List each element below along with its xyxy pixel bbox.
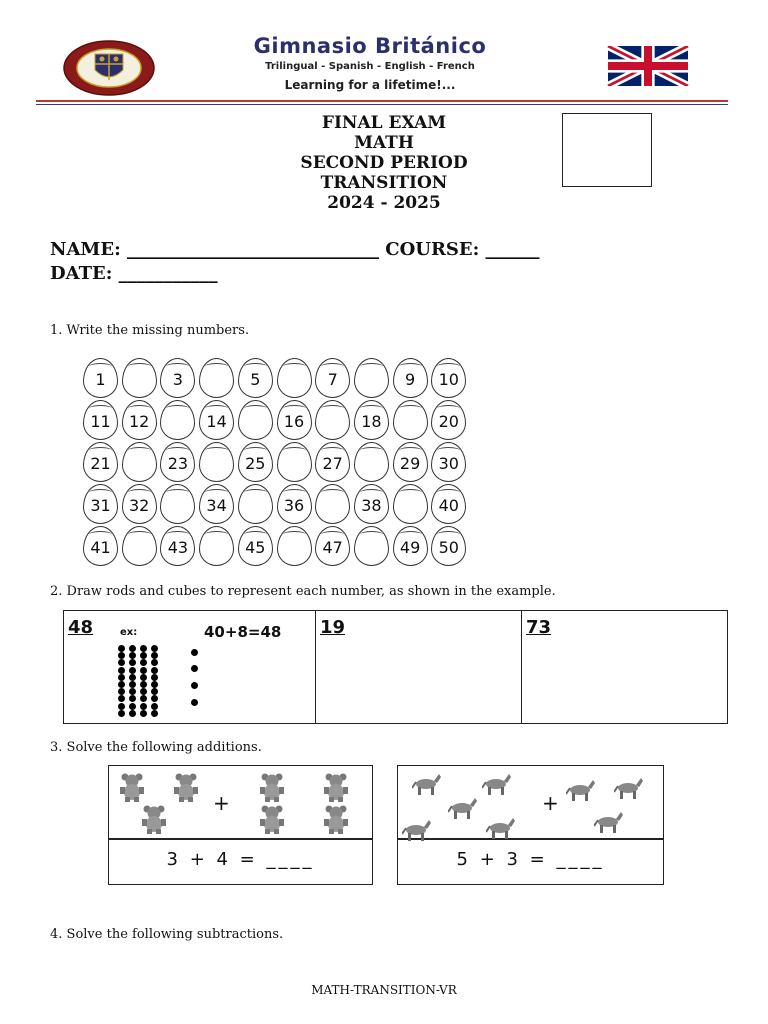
egg-number: 5 — [238, 358, 273, 398]
rod-cube — [140, 688, 147, 695]
rod-cube — [118, 667, 125, 674]
rod-cube — [118, 703, 125, 710]
rod-cube — [151, 681, 158, 688]
rod-cube — [129, 695, 136, 702]
egg-number: 25 — [238, 442, 273, 482]
rod-cube — [118, 659, 125, 666]
egg-number: 38 — [354, 484, 389, 524]
rod-cube — [140, 645, 147, 652]
egg-number: 23 — [160, 442, 195, 482]
addition-box-horses[interactable] — [397, 765, 664, 885]
question-2-text: 2. Draw rods and cubes to represent each number, as shown in the example. — [50, 584, 556, 599]
title-line-5: 2024 - 2025 — [327, 193, 441, 213]
rods-cell-3[interactable] — [521, 610, 728, 724]
egg-blank[interactable] — [160, 484, 195, 524]
rod-cube — [151, 695, 158, 702]
rod-cube — [151, 667, 158, 674]
egg-number: 36 — [277, 484, 312, 524]
egg-blank[interactable] — [160, 400, 195, 440]
egg-number: 11 — [83, 400, 118, 440]
rod-cube — [140, 710, 147, 717]
egg-number: 29 — [393, 442, 428, 482]
name-course-field[interactable]: NAME: ____________________________ COURSE: ______ — [50, 239, 540, 260]
rods-cell-example[interactable] — [63, 610, 316, 724]
rod-cube — [129, 703, 136, 710]
egg-blank[interactable] — [354, 442, 389, 482]
grade-box[interactable] — [562, 113, 652, 187]
egg-number: 43 — [160, 526, 195, 566]
rod-cube — [140, 681, 147, 688]
header-rule-red — [36, 100, 728, 102]
egg-blank[interactable] — [315, 484, 350, 524]
egg-blank[interactable] — [122, 358, 157, 398]
rods-cell-number: 73 — [526, 617, 552, 638]
example-equation: 40+8=48 — [204, 623, 282, 641]
rod-cube — [151, 645, 158, 652]
unit-cube — [191, 682, 198, 689]
egg-blank[interactable] — [393, 400, 428, 440]
rods-cell-2[interactable] — [315, 610, 522, 724]
egg-blank[interactable] — [354, 358, 389, 398]
rod-cube — [118, 688, 125, 695]
rod-cube — [129, 659, 136, 666]
unit-cube — [191, 699, 198, 706]
title-line-4: TRANSITION — [320, 173, 448, 193]
unit-cube — [191, 649, 198, 656]
egg-number: 49 — [393, 526, 428, 566]
rod-cube — [129, 652, 136, 659]
egg-blank[interactable] — [315, 400, 350, 440]
exam-title — [234, 113, 534, 213]
egg-number: 34 — [199, 484, 234, 524]
rod-cube — [118, 695, 125, 702]
question-3-text: 3. Solve the following additions. — [50, 740, 262, 755]
rod-cube — [140, 652, 147, 659]
egg-number: 21 — [83, 442, 118, 482]
egg-number: 12 — [122, 400, 157, 440]
rod-cube — [118, 674, 125, 681]
question-1-text: 1. Write the missing numbers. — [50, 323, 250, 338]
addition-divider — [109, 838, 372, 840]
addition-box-bears[interactable] — [108, 765, 373, 885]
header-rule-blue — [36, 104, 728, 105]
school-crest-logo — [62, 40, 156, 96]
egg-number: 27 — [315, 442, 350, 482]
egg-number: 7 — [315, 358, 350, 398]
egg-number: 10 — [431, 358, 466, 398]
question-4-text: 4. Solve the following subtractions. — [50, 927, 284, 942]
example-label: ex: — [120, 627, 138, 638]
egg-blank[interactable] — [238, 484, 273, 524]
school-motto: Learning for a lifetime!... — [284, 78, 456, 92]
date-field[interactable]: DATE: ___________ — [50, 263, 218, 284]
egg-number: 31 — [83, 484, 118, 524]
unit-cube — [191, 665, 198, 672]
rod-cube — [129, 667, 136, 674]
egg-blank[interactable] — [277, 358, 312, 398]
rod-cube — [151, 703, 158, 710]
rods-cell-number: 48 — [68, 617, 94, 638]
egg-number: 30 — [431, 442, 466, 482]
egg-number: 16 — [277, 400, 312, 440]
rod-cube — [151, 710, 158, 717]
rods-cell-number: 19 — [320, 617, 346, 638]
egg-number: 9 — [393, 358, 428, 398]
rod-cube — [140, 695, 147, 702]
rods-cubes-table — [63, 610, 728, 724]
rod-cube — [129, 674, 136, 681]
egg-number: 40 — [431, 484, 466, 524]
title-line-2: MATH — [354, 133, 414, 153]
egg-blank[interactable] — [238, 400, 273, 440]
rod-cube — [140, 667, 147, 674]
addition-divider — [398, 838, 663, 840]
egg-blank[interactable] — [122, 442, 157, 482]
egg-blank[interactable] — [122, 526, 157, 566]
egg-number: 50 — [431, 526, 466, 566]
rod-cube — [140, 703, 147, 710]
rod-cube — [140, 674, 147, 681]
egg-blank[interactable] — [393, 484, 428, 524]
rod-cube — [151, 688, 158, 695]
egg-number: 47 — [315, 526, 350, 566]
rod-cube — [129, 688, 136, 695]
plus-sign: + — [213, 791, 230, 815]
rod-cube — [129, 710, 136, 717]
egg-number: 41 — [83, 526, 118, 566]
addition-equation: 3 + 4 = ____ — [166, 849, 315, 870]
rod-cube — [129, 645, 136, 652]
page-footer: MATH-TRANSITION-VR — [311, 983, 457, 997]
rod-cube — [118, 652, 125, 659]
rod-cube — [118, 710, 125, 717]
rod-cube — [151, 652, 158, 659]
egg-blank[interactable] — [199, 358, 234, 398]
rod-cube — [151, 659, 158, 666]
egg-number: 3 — [160, 358, 195, 398]
school-languages: Trilingual - Spanish - English - French — [265, 61, 475, 72]
uk-flag-icon — [593, 46, 703, 86]
egg-number: 1 — [83, 358, 118, 398]
egg-number: 14 — [199, 400, 234, 440]
title-line-3: SECOND PERIOD — [300, 153, 468, 173]
egg-blank[interactable] — [277, 442, 312, 482]
egg-blank[interactable] — [199, 442, 234, 482]
title-line-1: FINAL EXAM — [321, 113, 447, 133]
rod-cube — [118, 645, 125, 652]
plus-sign: + — [542, 791, 559, 815]
egg-blank[interactable] — [354, 526, 389, 566]
rod-cube — [118, 681, 125, 688]
egg-number: 18 — [354, 400, 389, 440]
school-name: Gimnasio Británico — [253, 34, 487, 58]
egg-number: 45 — [238, 526, 273, 566]
rod-cube — [151, 674, 158, 681]
rod-cube — [140, 659, 147, 666]
egg-number: 20 — [431, 400, 466, 440]
egg-number: 32 — [122, 484, 157, 524]
addition-equation: 5 + 3 = ____ — [456, 849, 605, 870]
egg-blank[interactable] — [199, 526, 234, 566]
egg-blank[interactable] — [277, 526, 312, 566]
rod-cube — [129, 681, 136, 688]
